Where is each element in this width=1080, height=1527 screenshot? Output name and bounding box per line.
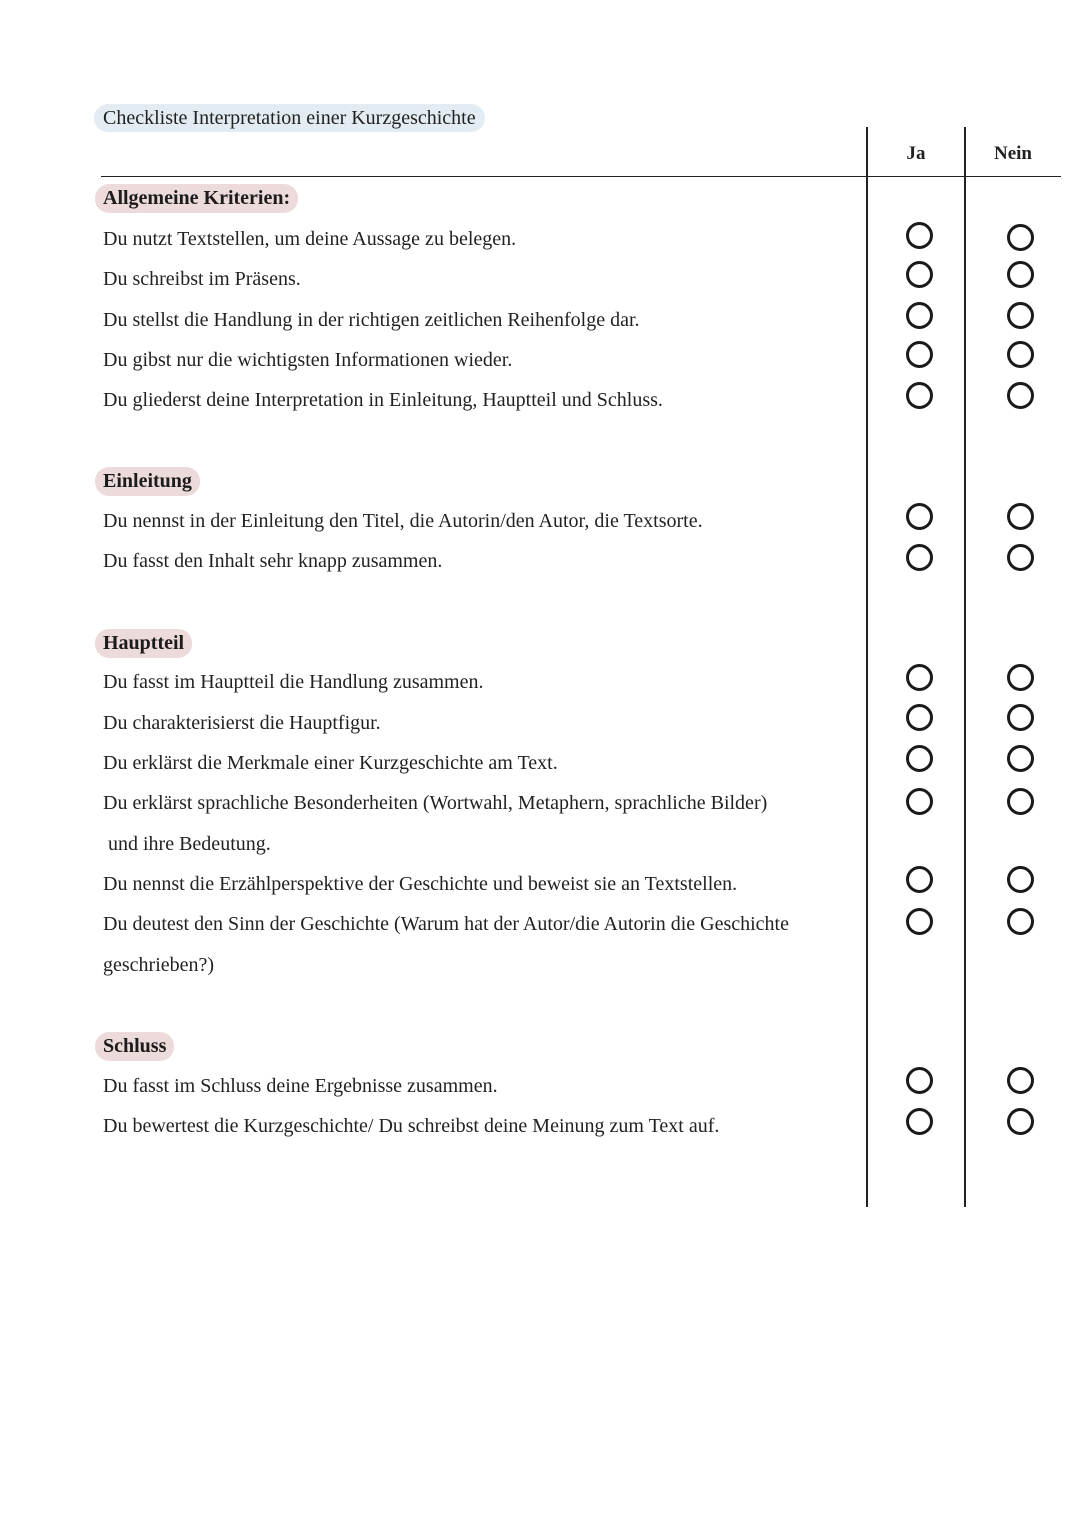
radio-nein[interactable] xyxy=(1007,866,1034,893)
radio-ja[interactable] xyxy=(906,261,933,288)
checklist-item-continuation: und ihre Bedeutung. xyxy=(108,833,271,855)
section-heading-einleitung: Einleitung xyxy=(95,467,200,496)
checklist-item: Du gliederst deine Interpretation in Einleitung, Hauptteil und Schluss. xyxy=(103,389,663,411)
checklist-item: Du bewertest die Kurzgeschichte/ Du schreibst deine Meinung zum Text auf. xyxy=(103,1115,720,1137)
checklist-item: Du schreibst im Präsens. xyxy=(103,268,301,290)
radio-ja[interactable] xyxy=(906,1108,933,1135)
radio-ja[interactable] xyxy=(906,503,933,530)
radio-nein[interactable] xyxy=(1007,745,1034,772)
checklist-item: Du charakterisierst die Hauptfigur. xyxy=(103,712,381,734)
column-divider-ja xyxy=(866,127,868,1207)
radio-ja[interactable] xyxy=(906,302,933,329)
checklist-item-continuation: geschrieben?) xyxy=(103,954,215,976)
column-header-ja: Ja xyxy=(906,143,926,164)
radio-nein[interactable] xyxy=(1007,544,1034,571)
radio-nein[interactable] xyxy=(1007,704,1034,731)
radio-ja[interactable] xyxy=(906,866,933,893)
radio-nein[interactable] xyxy=(1007,302,1034,329)
radio-ja[interactable] xyxy=(906,745,933,772)
radio-ja[interactable] xyxy=(906,341,933,368)
radio-ja[interactable] xyxy=(906,908,933,935)
radio-ja[interactable] xyxy=(906,544,933,571)
radio-nein[interactable] xyxy=(1007,503,1034,530)
column-divider-nein xyxy=(964,127,966,1207)
header-divider-line xyxy=(101,176,1061,177)
checklist-item: Du erklärst sprachliche Besonderheiten (Wortwahl, Metaphern, sprachliche Bilder) xyxy=(103,792,768,814)
checklist-item: Du nennst in der Einleitung den Titel, die Autorin/den Autor, die Textsorte. xyxy=(103,510,703,532)
radio-ja[interactable] xyxy=(906,704,933,731)
checklist-item: Du deutest den Sinn der Geschichte (Warum hat der Autor/die Autorin die Geschichte xyxy=(103,913,789,935)
section-heading-hauptteil: Hauptteil xyxy=(95,629,192,658)
column-header-nein: Nein xyxy=(994,143,1032,164)
radio-ja[interactable] xyxy=(906,664,933,691)
radio-ja[interactable] xyxy=(906,788,933,815)
checklist-item: Du fasst im Schluss deine Ergebnisse zusammen. xyxy=(103,1075,498,1097)
checklist-item: Du fasst im Hauptteil die Handlung zusammen. xyxy=(103,671,484,693)
radio-nein[interactable] xyxy=(1007,664,1034,691)
checklist-item: Du nennst die Erzählperspektive der Geschichte und beweist sie an Textstellen. xyxy=(103,873,738,895)
radio-nein[interactable] xyxy=(1007,1108,1034,1135)
checklist-item: Du gibst nur die wichtigsten Informationen wieder. xyxy=(103,349,513,371)
checklist-item: Du erklärst die Merkmale einer Kurzgeschichte am Text. xyxy=(103,752,558,774)
radio-nein[interactable] xyxy=(1007,788,1034,815)
checklist-item: Du fasst den Inhalt sehr knapp zusammen. xyxy=(103,550,443,572)
radio-nein[interactable] xyxy=(1007,1067,1034,1094)
radio-ja[interactable] xyxy=(906,222,933,249)
section-heading-schluss: Schluss xyxy=(95,1032,174,1061)
radio-nein[interactable] xyxy=(1007,908,1034,935)
checklist-item: Du nutzt Textstellen, um deine Aussage zu belegen. xyxy=(103,228,517,250)
radio-ja[interactable] xyxy=(906,382,933,409)
radio-nein[interactable] xyxy=(1007,224,1034,251)
checklist-title: Checkliste Interpretation einer Kurzgeschichte xyxy=(94,104,485,132)
radio-nein[interactable] xyxy=(1007,261,1034,288)
radio-nein[interactable] xyxy=(1007,382,1034,409)
section-heading-allgemeine-kriterien: Allgemeine Kriterien: xyxy=(95,184,298,213)
radio-nein[interactable] xyxy=(1007,341,1034,368)
checklist-item: Du stellst die Handlung in der richtigen zeitlichen Reihenfolge dar. xyxy=(103,309,640,331)
radio-ja[interactable] xyxy=(906,1067,933,1094)
